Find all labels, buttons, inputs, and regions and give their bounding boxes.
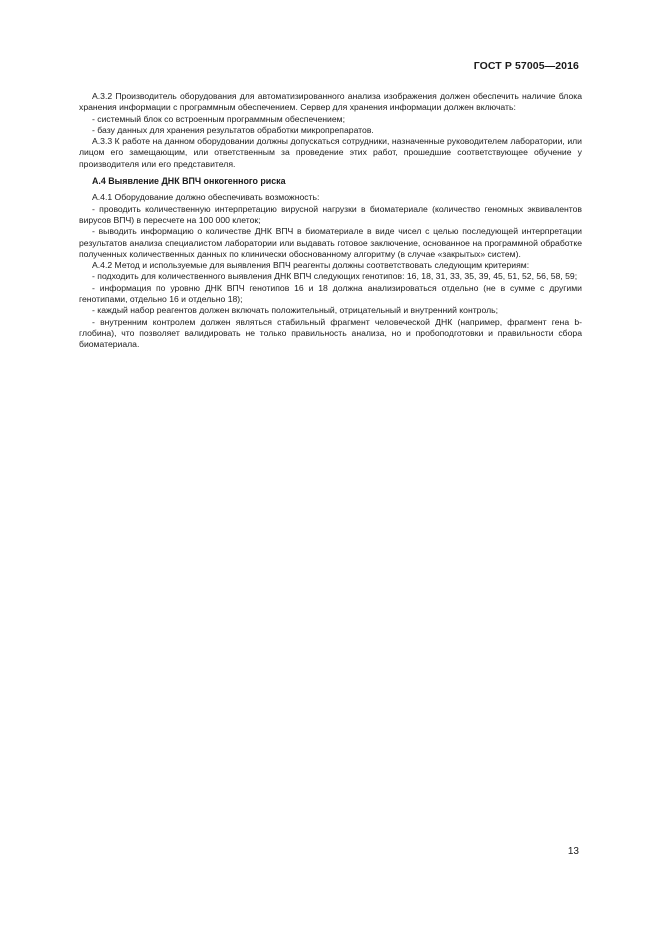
list-item: - выводить информацию о количестве ДНК ВПЧ в биоматериале в виде чисел с целью последующей интерпретации результатов анализа специалистом лаборатории или выдавать готовое заключение, основанное на программной обработке полученных количественных данных по клинически обоснованному алгоритму (в случае «закрытых» систем). xyxy=(79,226,582,259)
list-item: - базу данных для хранения результатов обработки микропрепаратов. xyxy=(92,124,374,135)
list-item: - информация по уровню ДНК ВПЧ генотипов 16 и 18 должна анализироваться отдельно (не в сумме с другими генотипами, отдельно 16 и отдельно 18); xyxy=(79,282,582,305)
list-item: - подходить для количественного выявления ДНК ВПЧ следующих генотипов: 16, 18, 31, 33, 35, 39, 45, 51, 52, 56, 58, 59; xyxy=(92,271,578,282)
page-number: 13 xyxy=(567,846,579,857)
document-body xyxy=(79,91,582,351)
list-item: - каждый набор реагентов должен включать положительный, отрицательный и внутренний контроль; xyxy=(92,305,498,316)
paragraph-a33: А.3.3 К работе на данном оборудовании должны допускаться сотрудники, назначенные руководителем лаборатории, или лицом его замещающим, или ответственным за проведение этих работ, прошедшие соответствующее обучение у производителя или его представителя. xyxy=(79,136,582,169)
paragraph-a41: А.4.1 Оборудование должно обеспечивать возможность: xyxy=(92,192,320,203)
standard-code-header: ГОСТ Р 57005—2016 xyxy=(473,60,579,72)
paragraph-a42: А.4.2 Метод и используемые для выявления ВПЧ реагенты должны соответствовать следующим критериям: xyxy=(92,260,530,271)
paragraph-a32: А.3.2 Производитель оборудования для автоматизированного анализа изображения должен обеспечить наличие блока хранения информации с программным обеспечением. Сервер для хранения информации должен включать: xyxy=(79,91,582,113)
list-item: - системный блок со встроенным программным обеспечением; xyxy=(92,113,345,124)
section-title-a4: А.4 Выявление ДНК ВПЧ онкогенного риска xyxy=(92,176,286,187)
list-item: - проводить количественную интерпретацию вирусной нагрузки в биоматериале (количество геномных эквивалентов вирусов ВПЧ) в пересчете на 100 000 клеток; xyxy=(79,203,582,225)
list-item: - внутренним контролем должен являться стабильный фрагмент человеческой ДНК (например, фрагмент гена b-глобина), что позволяет валидировать не только правильность анализа, но и пробоподготовки и правильности сбора биоматериала. xyxy=(79,316,582,350)
